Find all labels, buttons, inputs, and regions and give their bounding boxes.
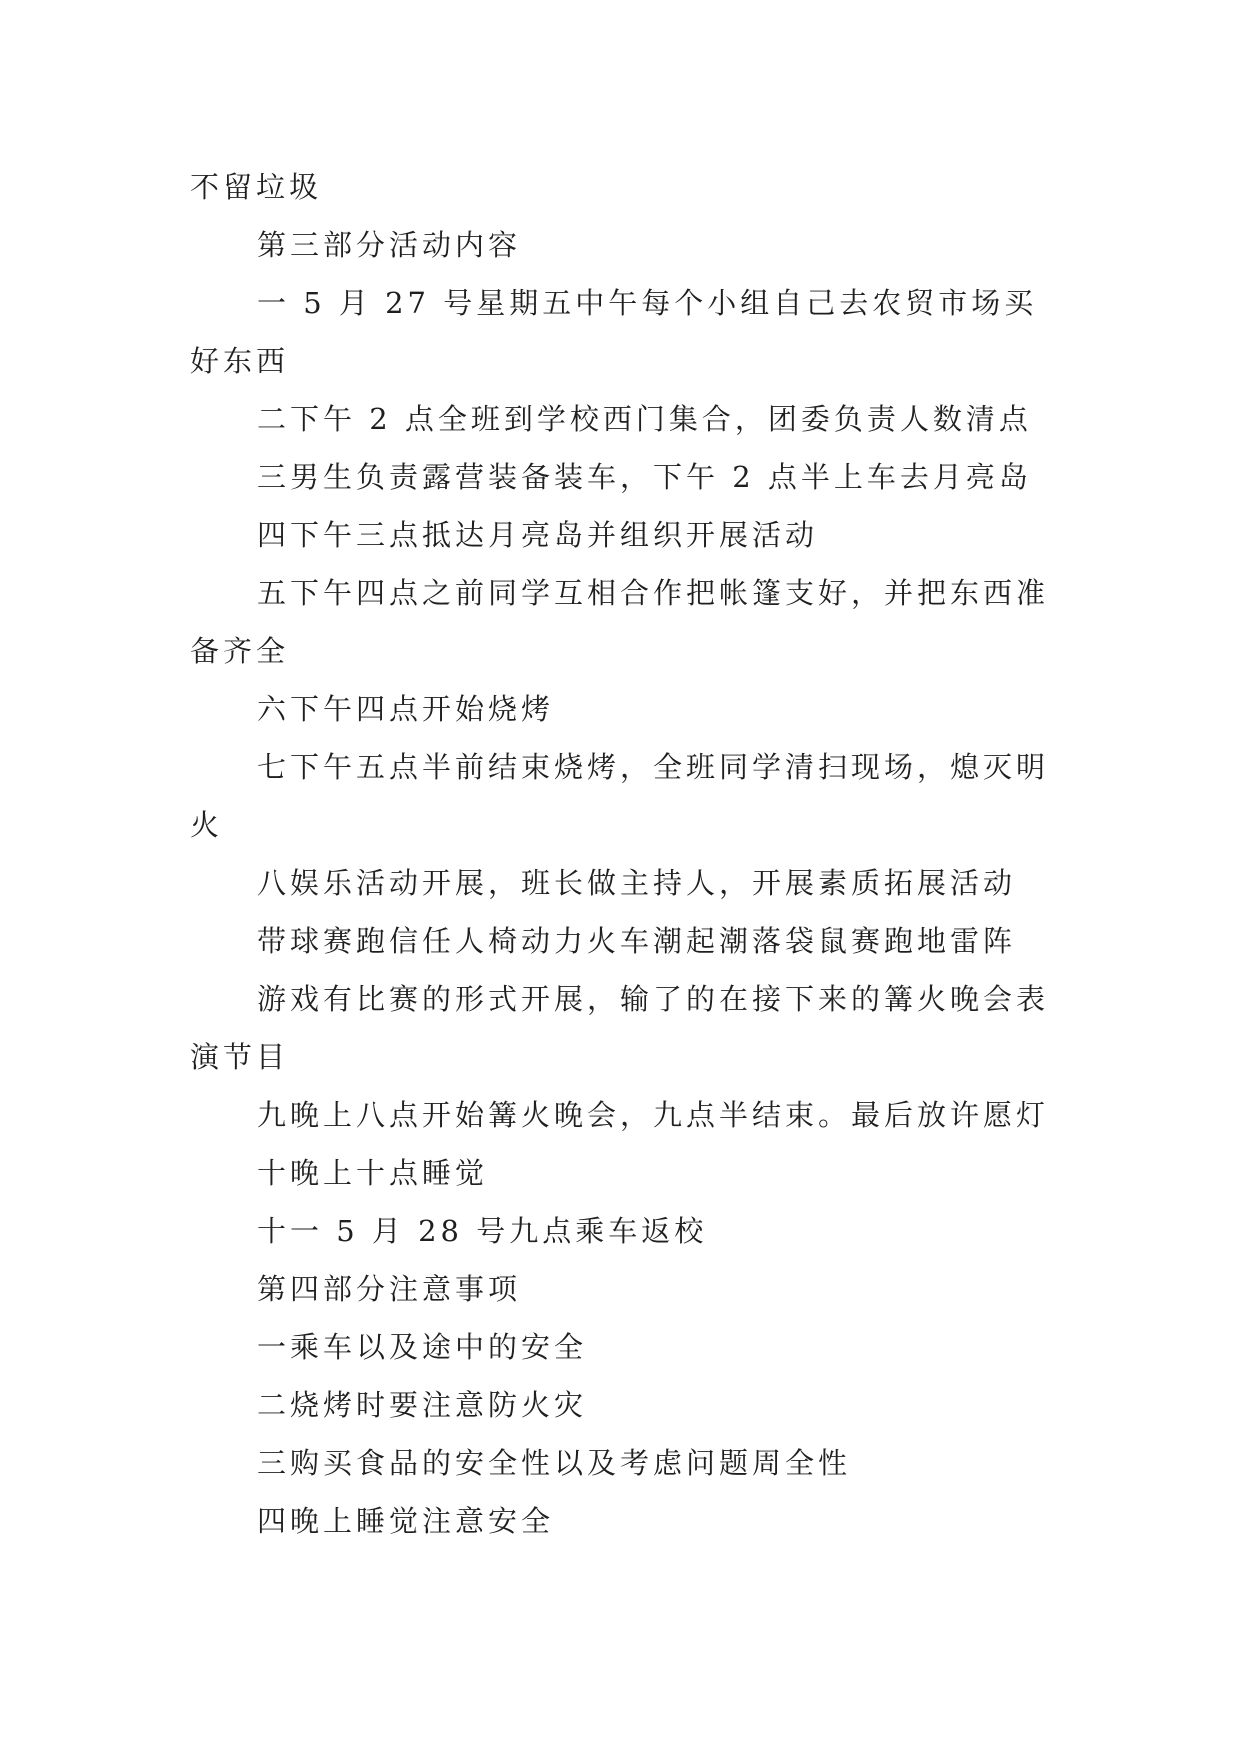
section-heading-part-four: 第四部分注意事项 [257,1272,522,1306]
paragraph-continuation: 不留垃圾 [190,170,323,204]
activity-item-11: 十一 5 月 28 号九点乘车返校 [257,1214,708,1248]
activity-item-7: 七下午五点半前结束烧烤，全班同学清扫现场，熄灭明火 [190,750,1050,842]
activity-item-6: 六下午四点开始烧烤 [257,692,555,726]
section-heading-part-three: 第三部分活动内容 [257,228,522,262]
notice-item-3: 三购买食品的安全性以及考虑问题周全性 [257,1446,852,1480]
notice-item-1: 一乘车以及途中的安全 [257,1330,588,1364]
activity-item-8: 八娱乐活动开展，班长做主持人，开展素质拓展活动 [257,866,1017,900]
activity-item-2: 二下午 2 点全班到学校西门集合，团委负责人数清点 [257,402,1032,436]
activity-games-list: 带球赛跑信任人椅动力火车潮起潮落袋鼠赛跑地雷阵 [257,924,1017,958]
activity-games-rules: 游戏有比赛的形式开展，输了的在接下来的篝火晚会表演节目 [190,982,1050,1074]
activity-item-4: 四下午三点抵达月亮岛并组织开展活动 [257,518,819,552]
activity-item-3: 三男生负责露营装备装车，下午 2 点半上车去月亮岛 [257,460,1032,494]
notice-item-4: 四晚上睡觉注意安全 [257,1504,555,1538]
activity-item-5: 五下午四点之前同学互相合作把帐篷支好，并把东西准备齐全 [190,576,1050,668]
activity-item-1: 一 5 月 27 号星期五中午每个小组自己去农贸市场买好东西 [190,286,1038,378]
notice-item-2: 二烧烤时要注意防火灾 [257,1388,588,1422]
activity-item-10: 十晚上十点睡觉 [257,1156,489,1190]
document-body [190,158,1060,1550]
activity-item-9: 九晚上八点开始篝火晚会，九点半结束。最后放许愿灯 [257,1098,1050,1132]
